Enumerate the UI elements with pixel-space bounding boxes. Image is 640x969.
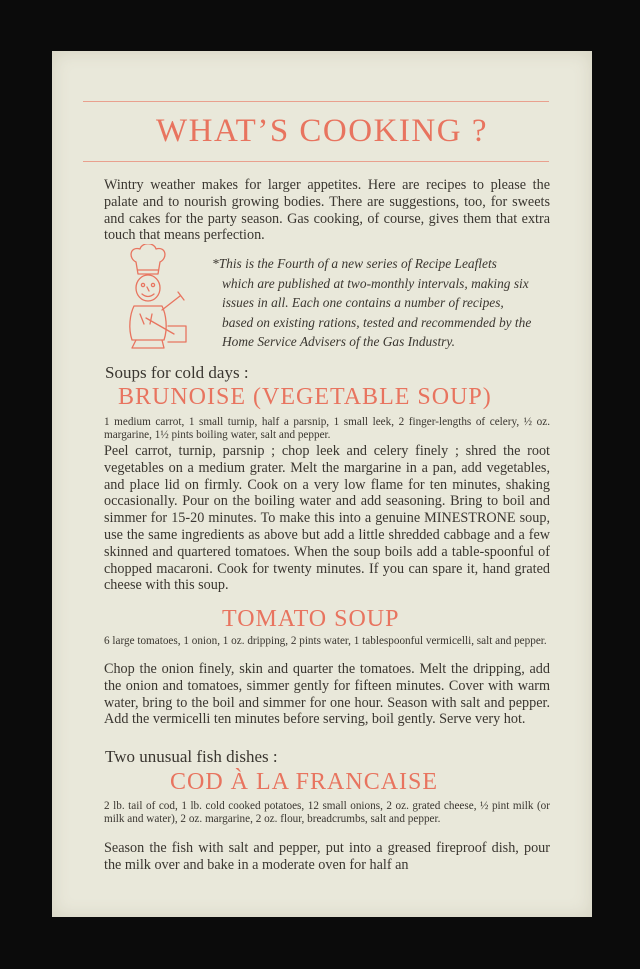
section-heading-soups: Soups for cold days : [105, 363, 249, 382]
title-rule-bottom [83, 161, 549, 162]
chef-illustration [116, 244, 196, 354]
recipe-ingredients-tomato-soup: 6 large tomatoes, 1 onion, 1 oz. dripping, 2 pints water, 1 tablespoonful vermicelli, salt and pepper. [104, 635, 547, 647]
recipe-ingredients-brunoise: 1 medium carrot, 1 small turnip, half a parsnip, 1 small leek, 2 finger-lengths of celery, ½ oz. margarine, 1½ pints boiling water, salt and pepper. [104, 416, 550, 441]
recipe-title-cod: COD À LA FRANCAISE [170, 769, 439, 795]
recipe-method-cod: Season the fish with salt and pepper, put into a greased fireproof dish, pour the milk over and bake in a moderate oven for half an [104, 840, 550, 873]
note-line: which are published at two-monthly intervals, making six [222, 275, 529, 291]
recipe-method-brunoise: Peel carrot, turnip, parsnip ; chop leek and celery finely ; shred the root vegetables on a medium grater. Melt the margarine in a pan, add vegetables, and place lid on firmly. Cook on a very low flame for ten minutes, shaking occasionally. Pour on the boiling water and add seasoning. Bring to boil and simmer for 15-20 minutes. To make this into a genuine MINESTRONE soup, use the same ingredients as above but add a little shredded cabbage and a few skinned and quartered tomatoes. When the soup boils add a table-spoonful of chopped macaroni. Cook for twenty minutes. If you can spare it, hand grated cheese with this soup. [104, 443, 550, 594]
recipe-ingredients-cod: 2 lb. tail of cod, 1 lb. cold cooked potatoes, 12 small onions, 2 oz. grated cheese, ½ pint milk (or milk and water), 2 oz. margarine, 2 oz. flour, breadcrumbs, salt and pepper. [104, 800, 550, 825]
note-line: Home Service Advisers of the Gas Industry. [222, 334, 455, 350]
intro-paragraph: Wintry weather makes for larger appetites. Here are recipes to please the palate and to nourish growing bodies. There are suggestions, too, for sweets and cakes for the party season. Gas cooking, of course, gives them that extra touch that means perfection. [104, 177, 550, 244]
series-note [212, 254, 550, 352]
note-line: based on existing rations, tested and recommended by the [222, 314, 532, 330]
recipe-title-brunoise: BRUNOISE (VEGETABLE SOUP) [118, 384, 492, 410]
recipe-title-tomato-soup: TOMATO SOUP [222, 606, 400, 632]
title-rule-top [83, 101, 549, 102]
recipe-method-tomato-soup: Chop the onion finely, skin and quarter the tomatoes. Melt the dripping, add the onion and tomatoes, simmer gently for fifteen minutes. Cover with warm water, bring to the boil and simmer for one hour. Season with salt and pepper. Add the vermicelli ten minutes before serving, boil gently. Serve very hot. [104, 661, 550, 728]
note-line: issues in all. Each one contains a number of recipes, [222, 295, 504, 311]
note-line: *This is the Fourth of a new series of Recipe Leaflets [212, 256, 497, 271]
page-title: WHAT’S COOKING ? [156, 113, 488, 149]
section-heading-fish: Two unusual fish dishes : [105, 747, 278, 766]
